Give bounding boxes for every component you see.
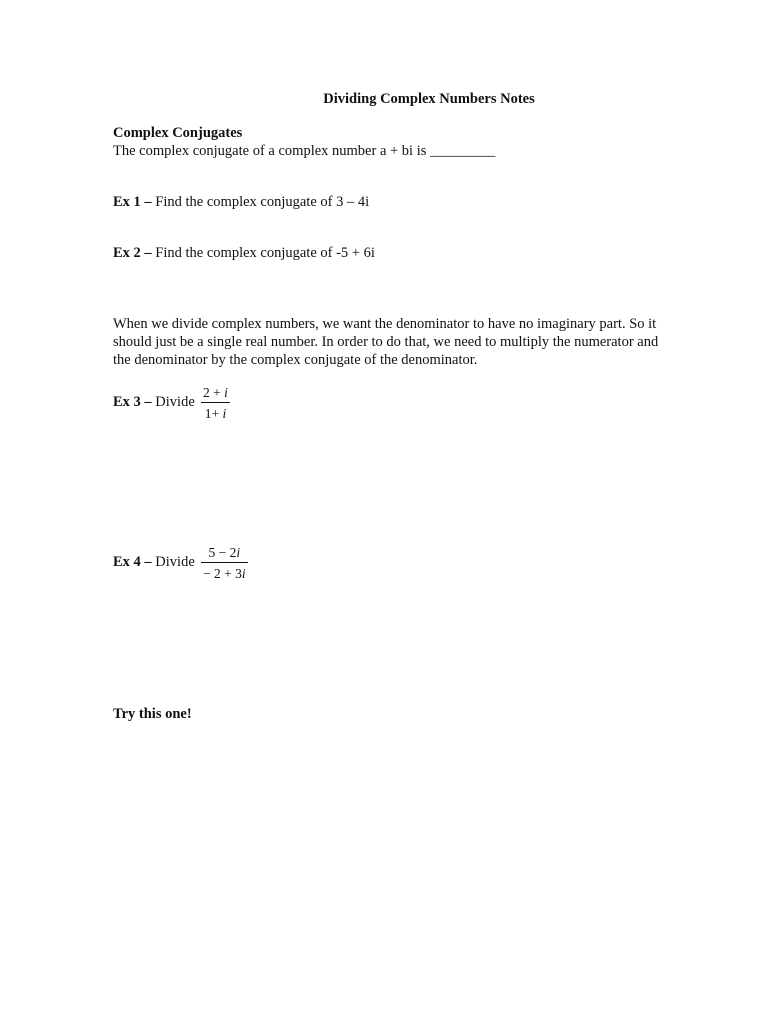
example-1 xyxy=(113,194,369,211)
example-3 xyxy=(113,394,195,411)
example-4 xyxy=(113,554,195,571)
example-4-fraction xyxy=(201,544,248,582)
example-4-text: Divide xyxy=(151,554,195,570)
example-3-text: Divide xyxy=(151,394,195,410)
example-3-fraction xyxy=(201,384,230,422)
example-2 xyxy=(113,245,375,262)
page-title: Dividing Complex Numbers Notes xyxy=(323,91,535,107)
example-3-numerator: 2 + i xyxy=(203,385,228,400)
try-this-heading: Try this one! xyxy=(113,706,192,722)
fraction-bar xyxy=(201,562,248,563)
example-4-denominator: − 2 + 3i xyxy=(203,566,246,581)
example-3-denominator: 1+ i xyxy=(204,406,227,421)
example-3-label: Ex 3 – xyxy=(113,394,152,410)
definition-text: The complex conjugate of a complex number a + bi is _________ xyxy=(113,143,496,159)
example-4-numerator: 5 − 2i xyxy=(208,545,241,560)
example-2-label: Ex 2 – xyxy=(113,245,152,261)
explanation-paragraph: When we divide complex numbers, we want the denominator to have no imaginary part. So it should just be a single real number. In order to do that, we need to multiply the numerator and the denominator by the complex conjugate of the denominator. xyxy=(113,316,659,368)
fraction-bar xyxy=(201,402,230,403)
section-heading: Complex Conjugates xyxy=(113,125,243,141)
example-1-text: Find the complex conjugate of 3 – 4i xyxy=(151,194,370,210)
example-4-label: Ex 4 – xyxy=(113,554,152,570)
example-2-text: Find the complex conjugate of -5 + 6i xyxy=(151,245,375,261)
example-1-label: Ex 1 – xyxy=(113,194,152,210)
